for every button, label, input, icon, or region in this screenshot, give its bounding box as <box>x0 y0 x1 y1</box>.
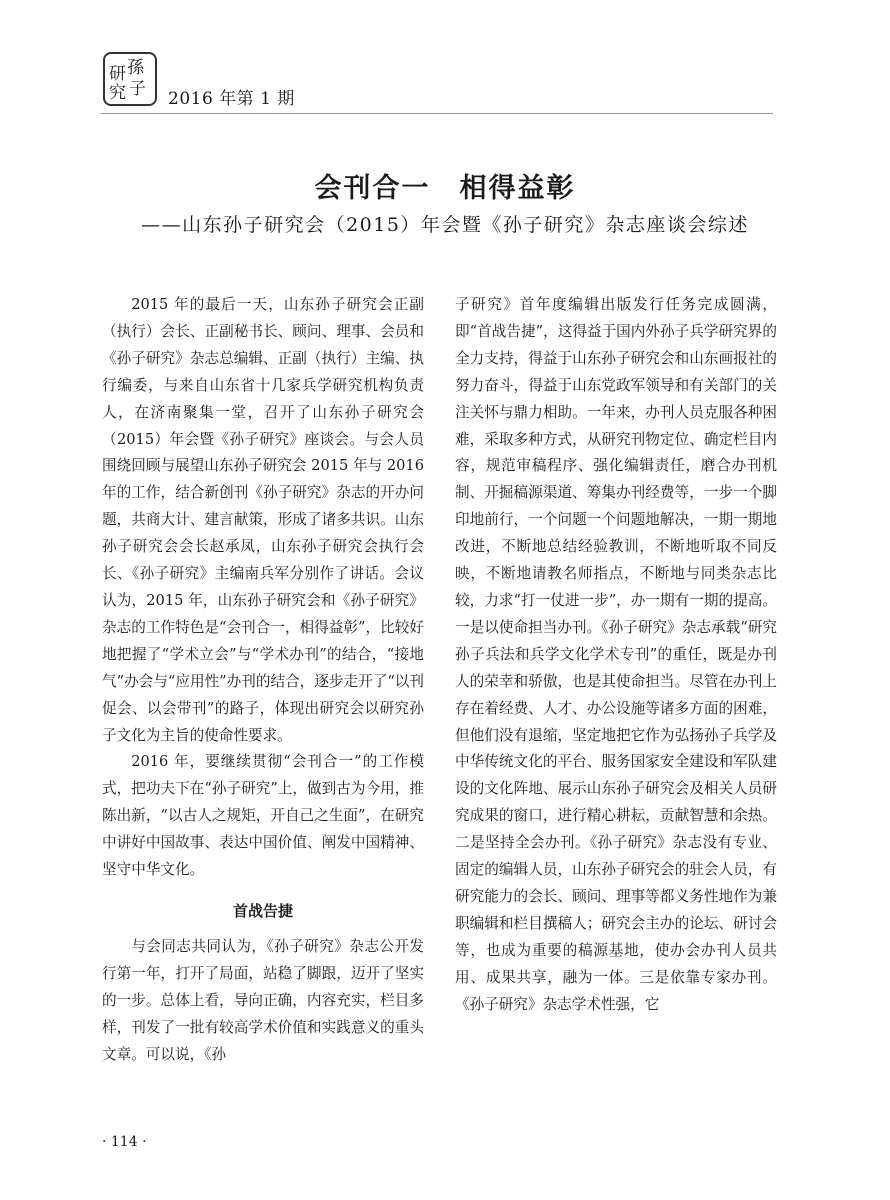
left-column <box>102 292 424 1068</box>
section-heading: 首战告捷 <box>232 901 293 920</box>
header-rule <box>100 113 773 114</box>
paragraph: 2015 年的最后一天，山东孙子研究会正副（执行）会长、正副秘书长、顾问、理事、会员和《孙子研究》杂志总编辑、正副（执行）主编、执行编委，与来自山东省十几家兵学研究机构负责人，在济南聚集一堂，召开了山东孙子研究会（2015）年会暨《孙子研究》座谈会。与会人员围绕回顾与展望山东孙子研究会 2015 年与 2016 年的工作，结合新创刊《孙子研究》杂志的开办问题，共商大计、建言献策，形成了诸多共识。山东孙子研究会会长赵承凤，山东孙子研究会执行会长、《孙子研究》主编南兵军分别作了讲话。会议认为，2015 年，山东孙子研究会和《孙子研究》杂志的工作特色是“会刊合一，相得益彰”，比较好地把握了“学术立会”与“学术办刊”的结合，“接地气”办会与“应用性”办刊的结合，逐步走开了“以刊促会、以会带刊”的路子，体现出研究会以研究孙子文化为主旨的使命性要求。 <box>102 296 424 744</box>
article-title: 会刊合一 相得益彰 <box>314 173 576 204</box>
right-column <box>455 292 777 1018</box>
paragraph: 子研究》首年度编辑出版发行任务完成圆满，即“首战告捷”，这得益于国内外孙子兵学研究界的全力支持，得益于山东孙子研究会和山东画报社的努力奋斗，得益于山东党政军领导和有关部门的关注关怀与鼎力相助。一年来，办刊人员克服各种困难，采取多种方式，从研究刊物定位、确定栏目内容，规范审稿程序、强化编辑责任，磨合办刊机制、开掘稿源渠道、筹集办刊经费等，一步一个脚印地前行，一个问题一个问题地解决，一期一期地改进，不断地总结经验教训，不断地听取不同反映，不断地请教名师指点，不断地与同类杂志比较，力求“打一仗进一步”，办一期有一期的提高。一是以使命担当办刊。《孙子研究》杂志承载“研究孙子兵法和兵学文化学术专刊”的重任，既是办刊人的荣幸和骄傲，也是其使命担当。尽管在办刊上存在着经费、人才、办公设施等诸多方面的困难，但他们没有退缩，坚定地把它作为弘扬孙子兵学及中华传统文化的平台、服务国家安全建设和军队建设的文化阵地、展示山东孙子研究会及相关人员研究成果的窗口，进行精心耕耘，贡献智慧和余热。二是坚持全会办刊。《孙子研究》杂志没有专业、固定的编辑人员，山东孙子研究会的驻会人员，有研究能力的会长、顾问、理事等都义务性地作为兼职编辑和栏目撰稿人；研究会主办的论坛、研讨会等，也成为重要的稿源基地，使办会办刊人员共用、成果共享，融为一体。三是依靠专家办刊。《孙子研究》杂志学术性强，它 <box>455 296 777 1013</box>
logo-char: 子 <box>129 79 146 99</box>
article-subtitle: ——山东孙子研究会（2015）年会暨《孙子研究》杂志座谈会综述 <box>141 214 749 236</box>
spacer <box>102 884 424 890</box>
page-number: · 114 · <box>102 1134 147 1150</box>
page-header <box>100 52 780 112</box>
issue-label: 2016 年第 1 期 <box>168 89 295 109</box>
paragraph: 与会同志共同认为，《孙子研究》杂志公开发行第一年，打开了局面，站稳了脚跟，迈开了坚实的一步。总体上看，导向正确，内容充实，栏目多样，刊发了一批有较高学术价值和实践意义的重头文章。可以说，《孙 <box>102 937 424 1063</box>
logo-char: 究 <box>109 83 126 103</box>
logo-char: 孫 <box>127 58 144 78</box>
logo-char: 研 <box>109 64 126 84</box>
journal-logo <box>103 52 157 106</box>
paragraph: 2016 年，要继续贯彻“会刊合一”的工作模式，把功夫下在“孙子研究”上，做到古为今用，推陈出新，“以古人之规矩，开自己之生面”，在研究中讲好中国故事、表达中国价值、阐发中国精神、坚守中华文化。 <box>102 753 424 879</box>
